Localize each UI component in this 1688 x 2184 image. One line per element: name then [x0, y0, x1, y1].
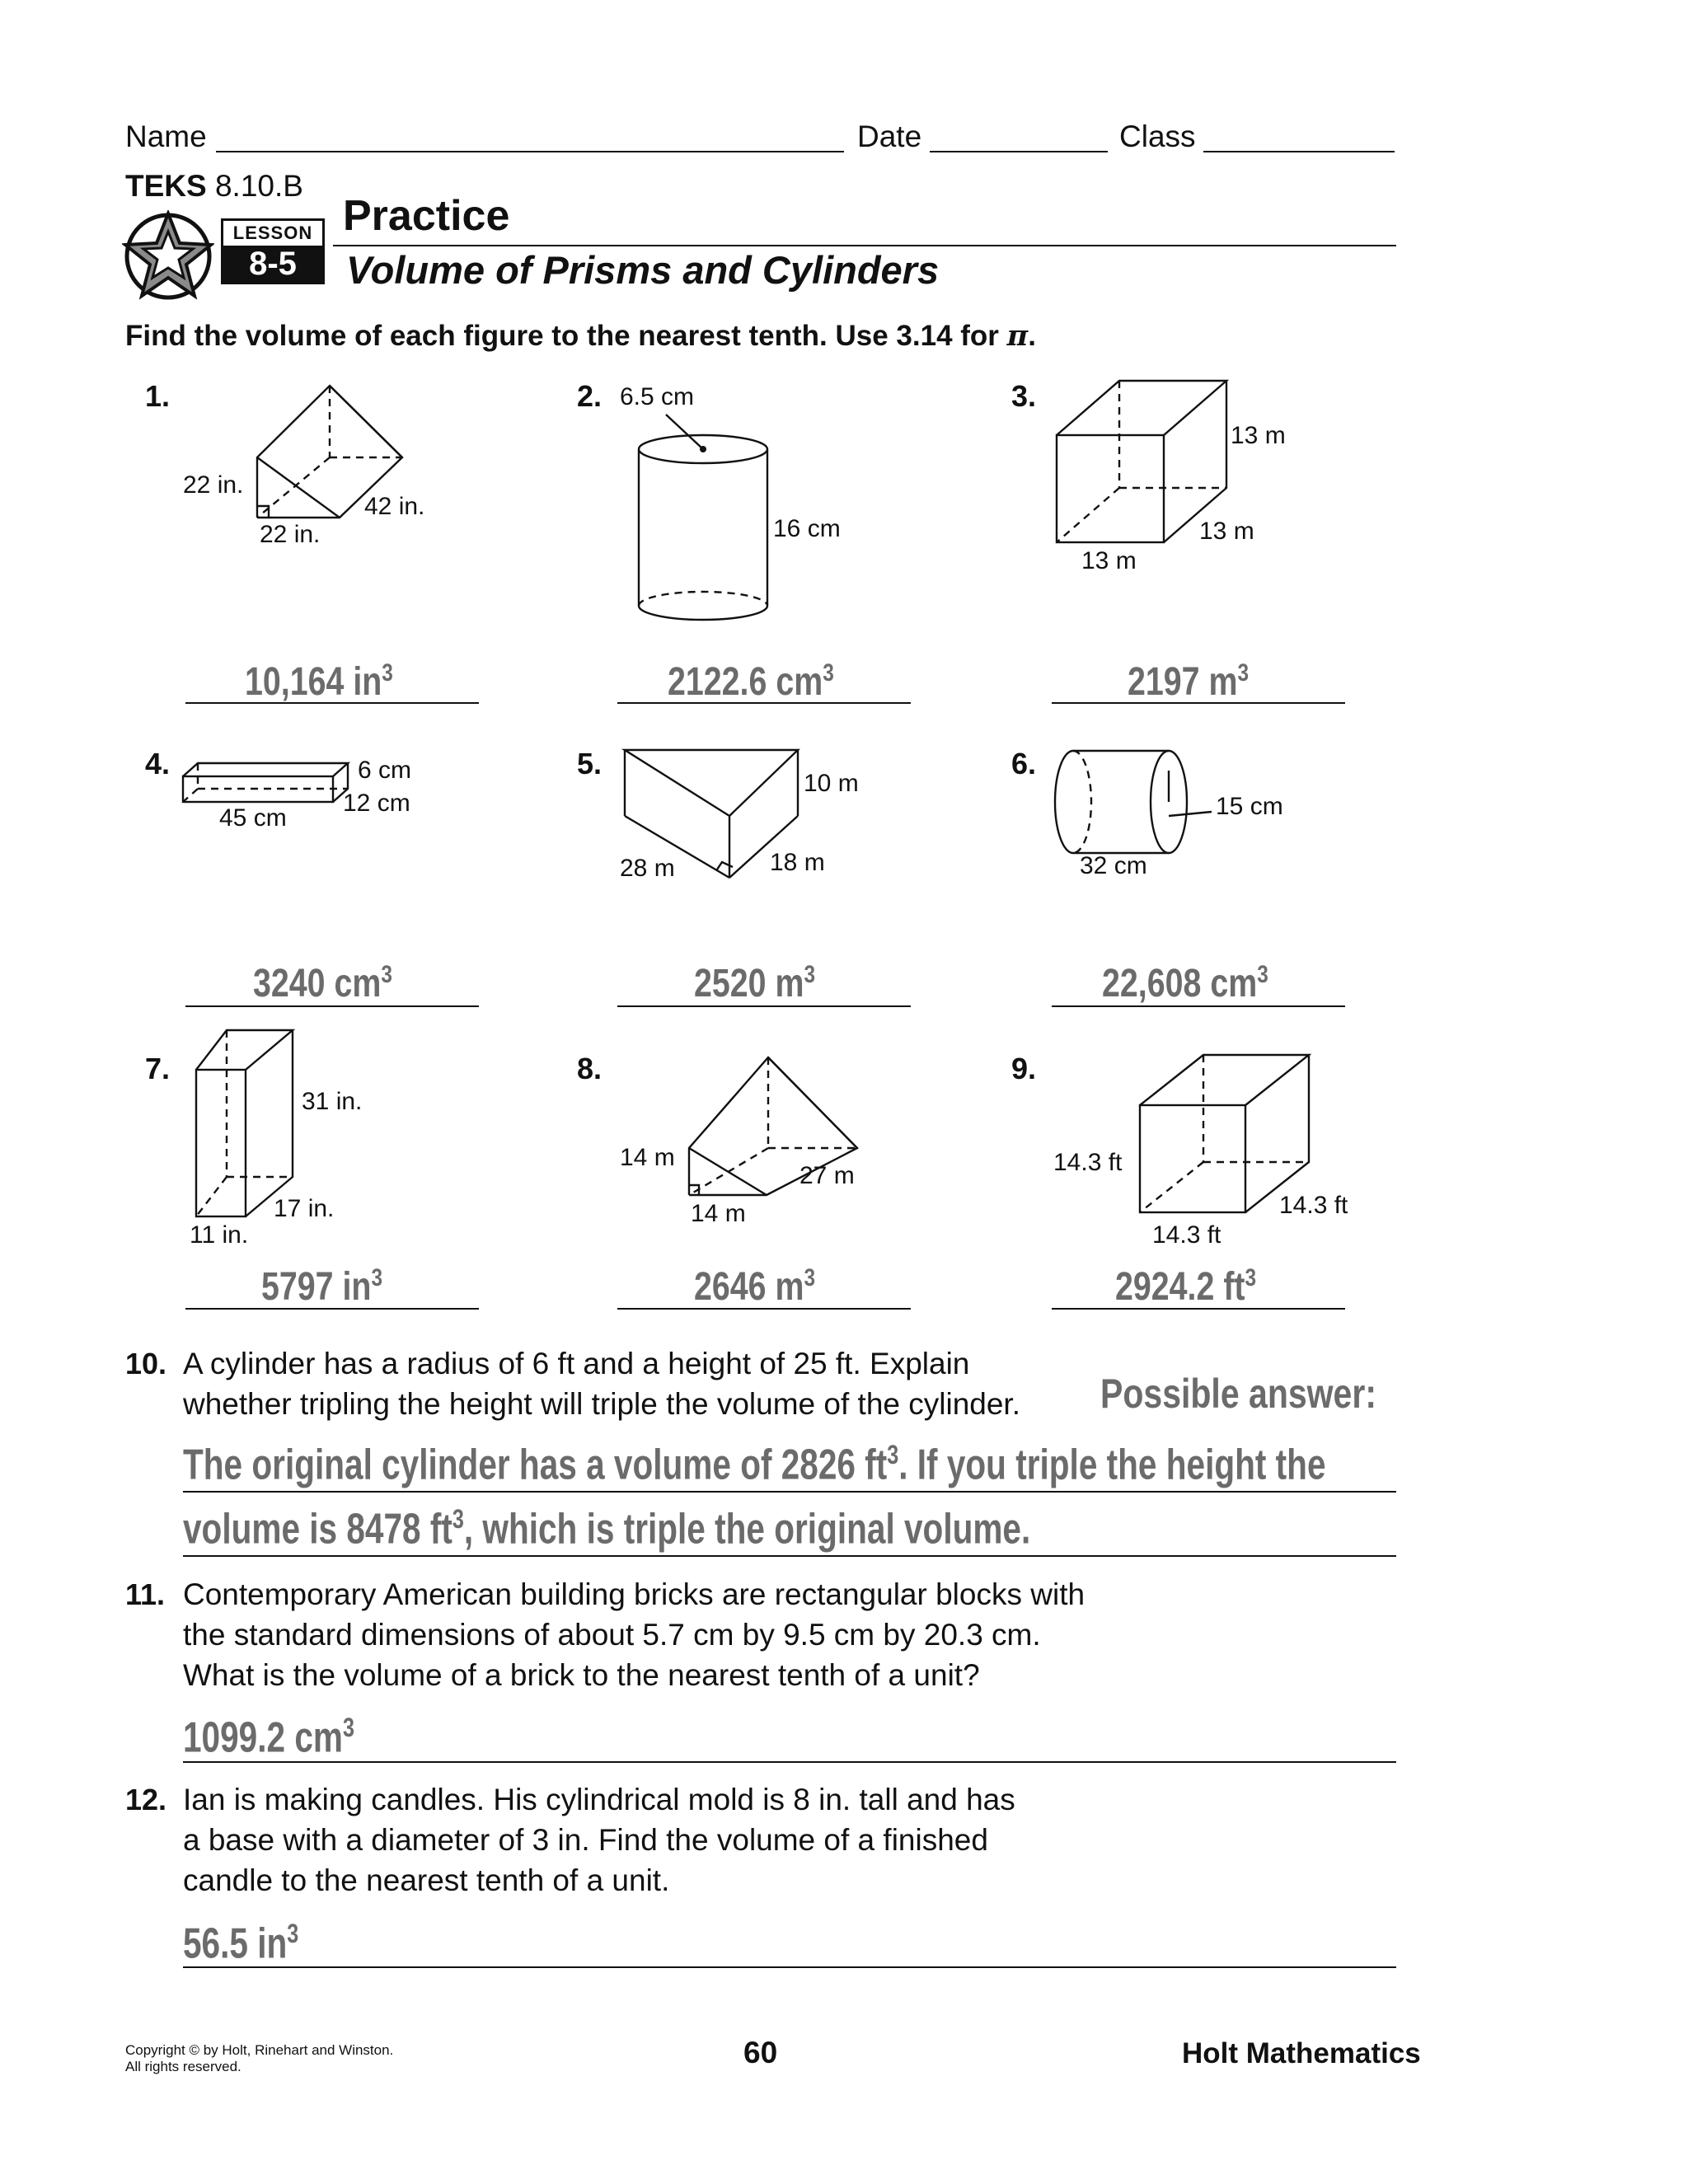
fig5-length-label: 28 m: [620, 855, 675, 882]
fig7-width-label: 11 in.: [190, 1221, 249, 1249]
q11-line-3: What is the volume of a brick to the nearest tenth of a unit?: [183, 1658, 980, 1692]
fig4-depth-label: 12 cm: [343, 790, 410, 817]
question-number-12: 12.: [125, 1783, 167, 1816]
fig8-base-label: 14 m: [691, 1200, 746, 1227]
publisher-brand: Holt Mathematics: [1182, 2037, 1421, 2069]
q10-answer-intro: Possible answer:: [1100, 1371, 1376, 1417]
answer-line-1[interactable]: [185, 702, 479, 704]
answer-line-3[interactable]: [1052, 702, 1345, 704]
answer-1: 10,164 $in^3$: [245, 659, 393, 704]
fig7-depth-label: 17 in.: [274, 1195, 335, 1222]
problem-number-4: 4.: [145, 747, 171, 780]
q10-line-2: whether tripling the height will triple the volume of the cylinder.: [183, 1387, 1020, 1421]
problem-number-5: 5.: [577, 747, 603, 780]
answer-line-12[interactable]: [183, 1966, 1396, 1968]
lesson-label: LESSON: [232, 223, 313, 243]
answer-12: 56.5 $in^3$: [183, 1919, 299, 1968]
answer-5: 2520 $m^3$: [694, 961, 816, 1005]
answer-2: 2122.6 $cm^3$: [668, 659, 834, 704]
fig8-length-label: 27 m: [799, 1162, 855, 1189]
fig5-width-label: 18 m: [770, 849, 825, 876]
q10-answer-rule-2[interactable]: [183, 1555, 1396, 1557]
answer-8: 2646 $m^3$: [694, 1264, 816, 1309]
problem-number-7: 7.: [145, 1052, 171, 1085]
answer-line-7[interactable]: [185, 1308, 479, 1310]
lesson-number: 8-5: [223, 246, 322, 282]
fig8-height-label: 14 m: [620, 1144, 675, 1171]
fig9-width-label: 14.3 ft: [1152, 1221, 1221, 1249]
teks-code: 8.10.B: [214, 169, 303, 203]
answer-6: 22,608 $cm^3$: [1102, 961, 1268, 1005]
question-number-10: 10.: [125, 1347, 167, 1380]
fig1-base-label: 22 in.: [260, 521, 321, 548]
fig6-length-label: 32 cm: [1080, 852, 1147, 879]
q11-line-1: Contemporary American building bricks are rectangular blocks with: [183, 1577, 1085, 1611]
fig2-radius-label: 6.5 cm: [620, 383, 695, 410]
fig4-length-label: 45 cm: [219, 804, 287, 832]
answer-4: 3240 $cm^3$: [253, 961, 392, 1005]
page-number: 60: [743, 2036, 778, 2069]
q10-answer-line-1: The original cylinder has a volume of 2826 $ft^3$. If you triple the height the: [183, 1440, 1326, 1489]
answer-line-4[interactable]: [185, 1005, 479, 1007]
question-number-11: 11.: [125, 1577, 166, 1611]
problem-number-1: 1.: [145, 379, 171, 413]
page-title: Practice: [343, 192, 510, 240]
date-label: Date: [857, 120, 922, 153]
q10-answer-rule-1[interactable]: [183, 1491, 1396, 1493]
problem-number-9: 9.: [1011, 1052, 1037, 1085]
q10-answer-line-2: volume is 8478 $ft^3$, which is triple the original volume.: [183, 1504, 1031, 1554]
name-label: Name: [125, 120, 207, 153]
fig7-height-label: 31 in.: [302, 1088, 363, 1115]
q12-line-3: candle to the nearest tenth of a unit.: [183, 1863, 670, 1897]
instructions-text: Find the volume of each figure to the nearest tenth. Use 3.14 for: [125, 320, 999, 352]
q12-line-1: Ian is making candles. His cylindrical mold is 8 in. tall and has: [183, 1783, 1015, 1816]
answer-line-11[interactable]: [183, 1761, 1396, 1763]
answer-3: 2197 $m^3$: [1128, 659, 1250, 704]
answer-line-5[interactable]: [617, 1005, 911, 1007]
fig9-height-label: 14.3 ft: [1053, 1149, 1123, 1176]
fig4-height-label: 6 cm: [358, 757, 412, 784]
answer-7: 5797 $in^3$: [261, 1264, 383, 1309]
q12-line-2: a base with a diameter of 3 in. Find the volume of a finished: [183, 1823, 988, 1857]
fig3-height-label: 13 m: [1231, 422, 1286, 449]
answer-11: 1099.2 $cm^3$: [183, 1713, 354, 1762]
copyright: [125, 2042, 393, 2075]
answer-9: 2924.2 $ft^3$: [1115, 1264, 1257, 1309]
fig3-depth-label: 13 m: [1199, 518, 1254, 545]
answer-line-2[interactable]: [617, 702, 911, 704]
copyright-line-1: Copyright © by Holt, Rinehart and Winston.: [125, 2042, 394, 2058]
problem-number-6: 6.: [1011, 747, 1037, 780]
fig9-depth-label: 14.3 ft: [1279, 1192, 1348, 1219]
problem-number-8: 8.: [577, 1052, 603, 1085]
instructions-end: .: [1028, 320, 1037, 352]
teks-bold: TEKS: [125, 169, 207, 203]
pi-symbol: π: [1006, 319, 1029, 353]
fig3-width-label: 13 m: [1081, 547, 1137, 574]
page-subtitle: Volume of Prisms and Cylinders: [346, 248, 940, 292]
fig1-height-label: 22 in.: [183, 471, 244, 499]
problem-number-3: 3.: [1011, 379, 1037, 413]
q11-line-2: the standard dimensions of about 5.7 cm by 9.5 cm by 20.3 cm.: [183, 1618, 1041, 1652]
problem-number-2: 2.: [577, 379, 603, 413]
fig5-height-label: 10 m: [804, 770, 859, 797]
q10-line-1: A cylinder has a radius of 6 ft and a height of 25 ft. Explain: [183, 1347, 970, 1380]
fig2-height-label: 16 cm: [773, 515, 841, 542]
answer-line-9[interactable]: [1052, 1308, 1345, 1310]
answer-line-8[interactable]: [617, 1308, 911, 1310]
fig1-length-label: 42 in.: [364, 493, 425, 520]
answer-line-6[interactable]: [1052, 1005, 1345, 1007]
class-label: Class: [1119, 120, 1196, 153]
fig6-radius-label: 15 cm: [1216, 793, 1283, 820]
copyright-line-2: All rights reserved.: [125, 2059, 241, 2074]
